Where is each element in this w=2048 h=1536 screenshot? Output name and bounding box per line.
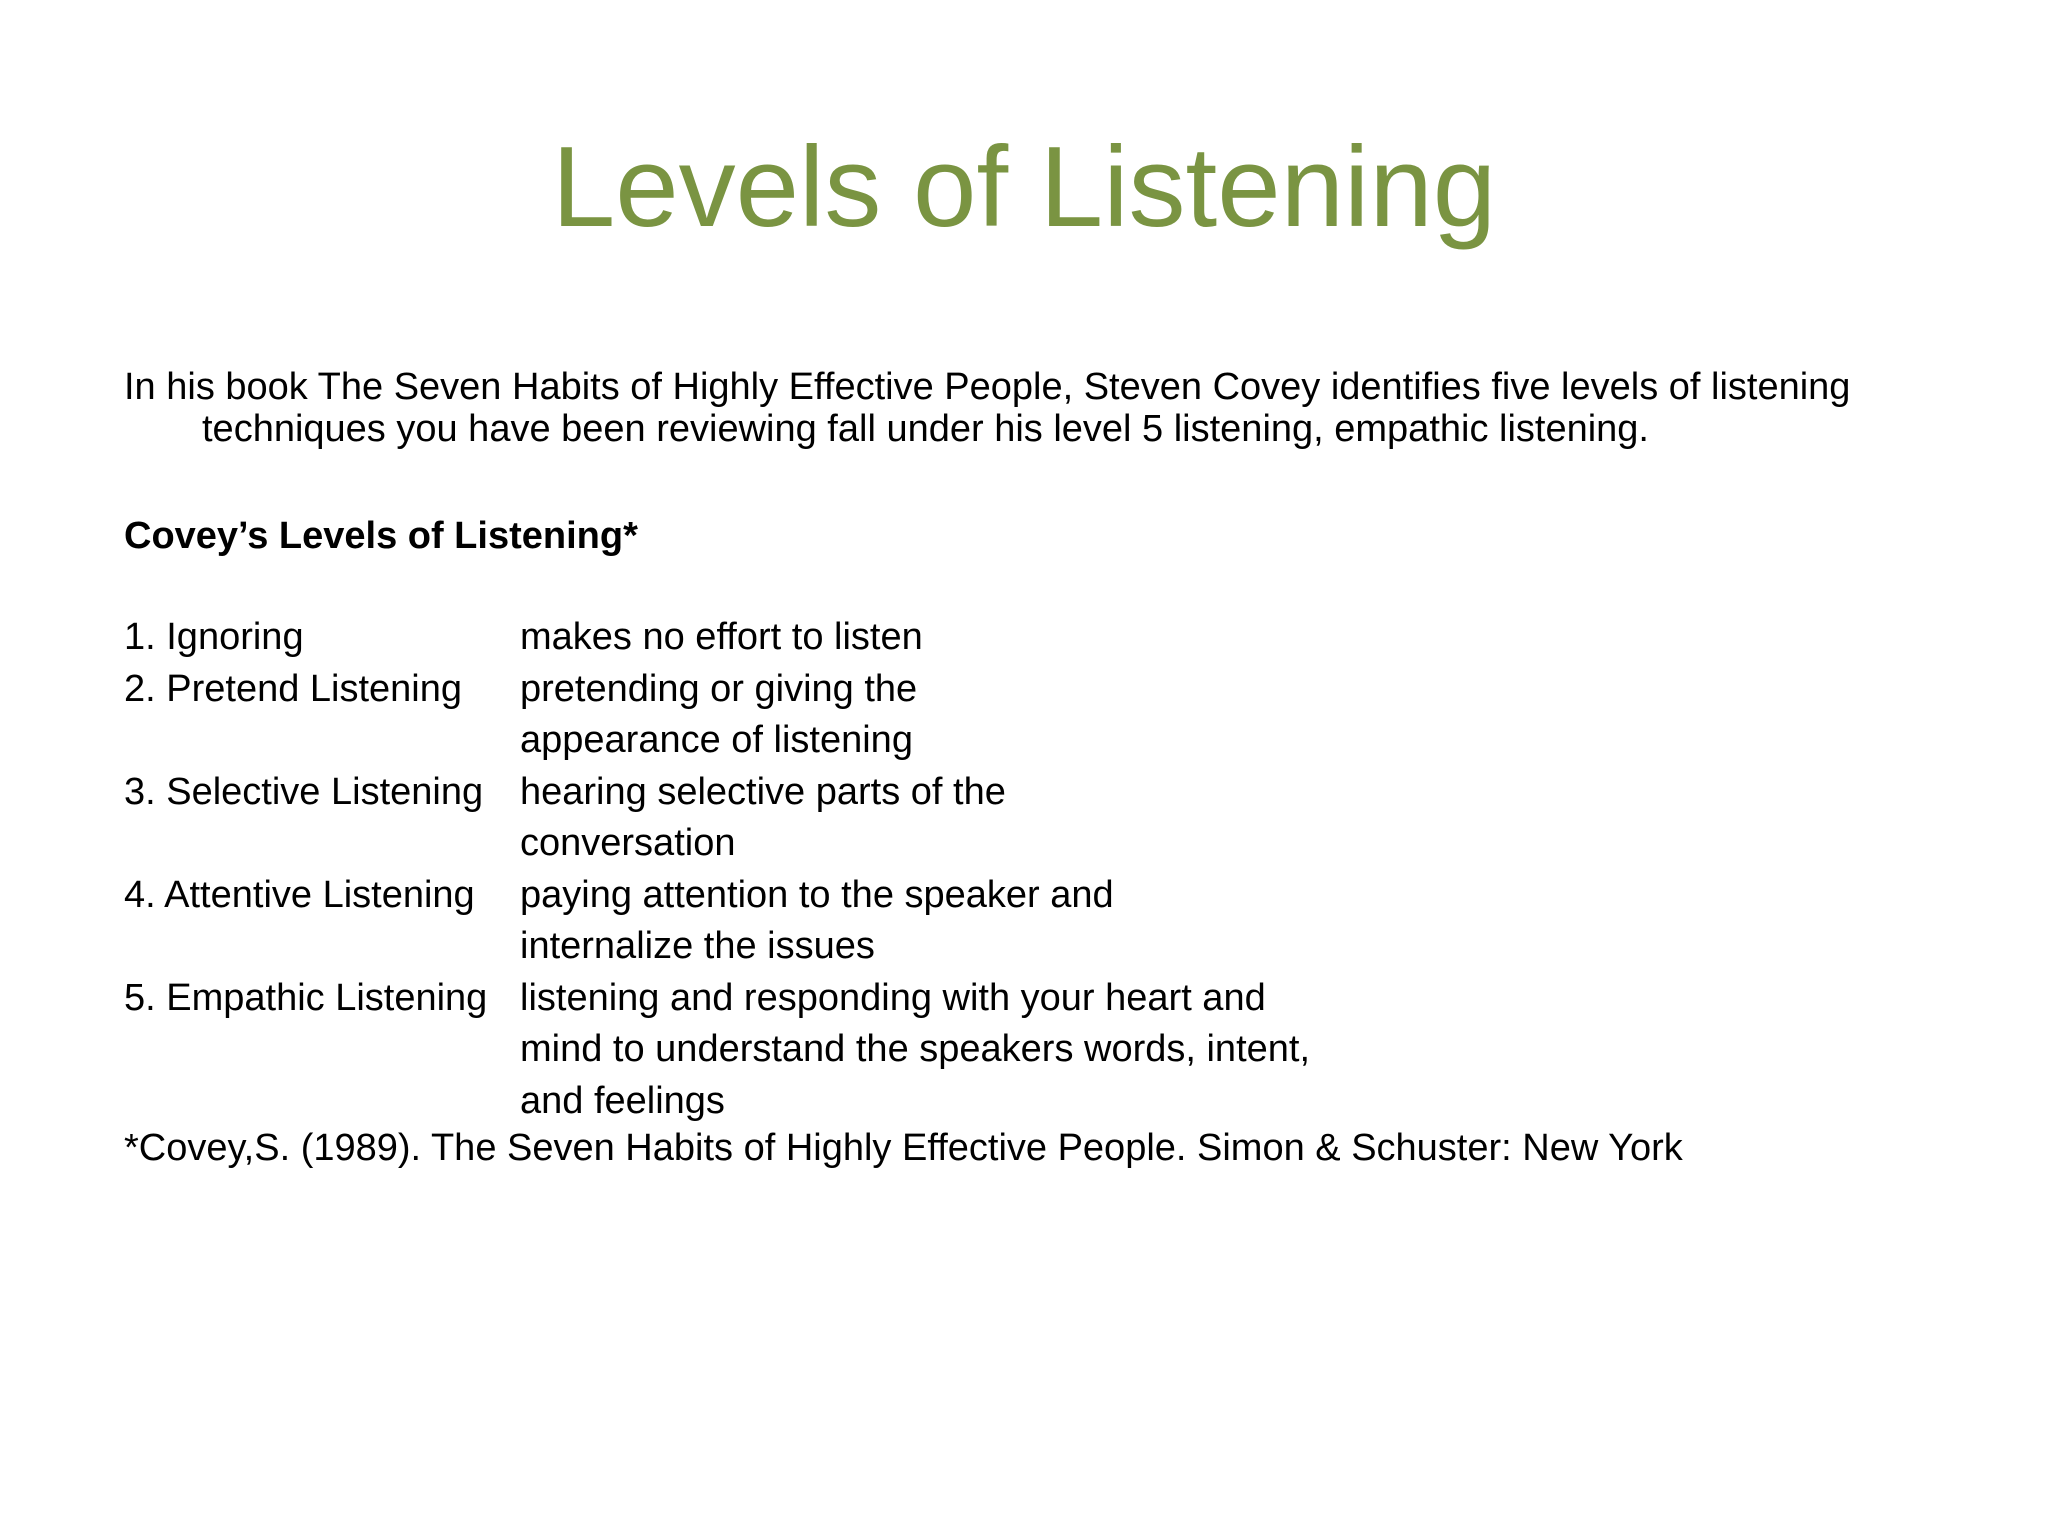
level-description <box>520 870 1420 973</box>
level-description <box>520 612 1420 664</box>
intro-line-2: techniques you have been reviewing fall under his level 5 listening, empathic listening. <box>202 408 1649 450</box>
level-description-line: hearing selective parts of the <box>520 770 1006 813</box>
intro-line-1: In his book The Seven Habits of Highly Effective People, Steven Covey identifies five levels of listening <box>124 366 1851 408</box>
level-item-5 <box>124 973 1624 1128</box>
level-description-line: appearance of listening <box>520 719 913 761</box>
level-item-2 <box>124 664 1624 767</box>
level-description-line: mind to understand the speakers words, intent, <box>520 1028 1311 1070</box>
level-description-line: pretending or giving the <box>520 667 918 710</box>
level-description <box>520 767 1420 870</box>
level-description-line: and feelings <box>520 1079 725 1122</box>
level-name: 4. Attentive Listening <box>124 873 475 916</box>
levels-list <box>124 612 1624 1127</box>
level-description-line: makes no effort to listen <box>520 616 923 658</box>
level-description-line: conversation <box>520 822 736 864</box>
slide-title: Levels of Listening <box>551 124 1497 251</box>
level-item-3 <box>124 767 1624 870</box>
level-item-4 <box>124 870 1624 973</box>
level-description <box>520 973 1420 1128</box>
level-description-line: paying attention to the speaker and <box>520 873 1114 916</box>
intro-paragraph <box>124 366 1984 450</box>
level-description-line: internalize the issues <box>520 925 875 967</box>
citation: *Covey,S. (1989). The Seven Habits of Highly Effective People. Simon & Schuster: New York <box>124 1127 1683 1169</box>
level-name: 1. Ignoring <box>124 616 304 658</box>
level-description-line: listening and responding with your heart and <box>520 976 1266 1019</box>
level-description <box>520 664 1420 767</box>
level-name: 5. Empathic Listening <box>124 976 488 1019</box>
level-item-1 <box>124 612 1624 664</box>
level-name: 3. Selective Listening <box>124 770 484 813</box>
level-name: 2. Pretend Listening <box>124 667 463 710</box>
levels-heading: Covey’s Levels of Listening* <box>124 515 638 557</box>
